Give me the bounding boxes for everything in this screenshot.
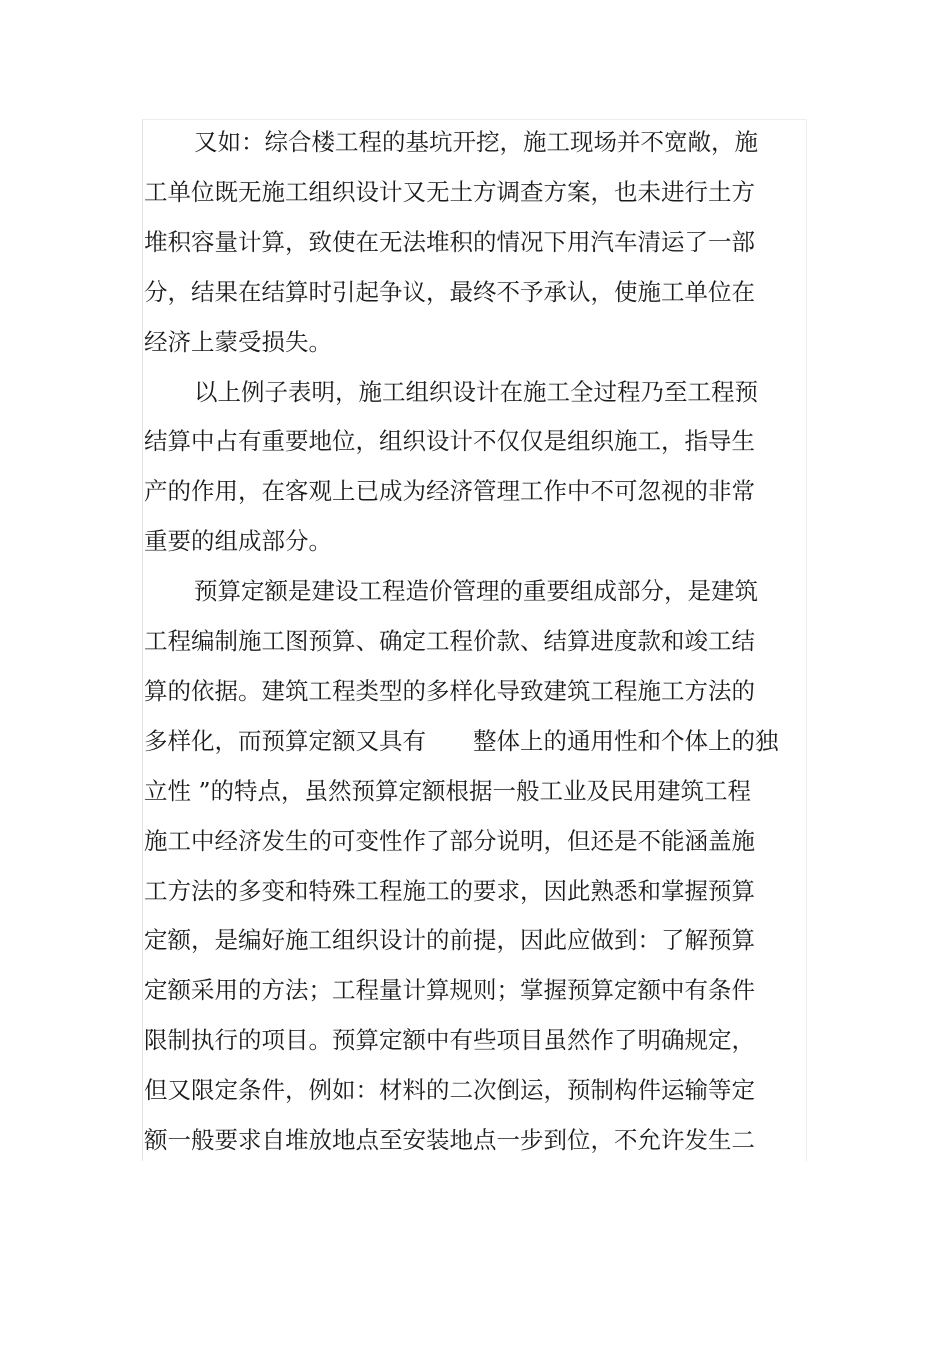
text-line: 额一般要求自堆放地点至安装地点一步到位，不允许发生二	[144, 1126, 755, 1154]
text-line: 定额采用的方法；工程量计算规则；掌握预算定额中有条件	[144, 976, 755, 1005]
text-line: 算的依据。建筑工程类型的多样化导致建筑工程施工方法的	[144, 676, 755, 705]
text-line: 重要的组成部分。	[144, 527, 332, 556]
text-line: 产的作用，在客观上已成为经济管理工作中不可忽视的非常	[144, 477, 755, 506]
text-line: 施工中经济发生的可变性作了部分说明，但还是不能涵盖施	[144, 826, 755, 855]
text-line: 又如：综合楼工程的基坑开挖，施工现场并不宽敞，施	[194, 128, 758, 156]
text-line: 限制执行的项目。预算定额中有些项目虽然作了明确规定，	[144, 1026, 755, 1055]
text-line: 预算定额是建设工程造价管理的重要组成部分，是建筑	[194, 577, 758, 606]
text-line: 以上例子表明，施工组织设计在施工全过程乃至工程预	[194, 377, 758, 406]
text-line: 工程编制施工图预算、确定工程价款、结算进度款和竣工结	[144, 627, 755, 655]
text-line: 立性 ”的特点，虽然预算定额根据一般工业及民用建筑工程	[144, 776, 751, 805]
text-line: 堆积容量计算，致使在无法堆积的情况下用汽车清运了一部	[144, 227, 755, 256]
text-line: 经济上蒙受损失。	[144, 327, 332, 356]
text-line: 分，结果在结算时引起争议，最终不予承认，使施工单位在	[144, 277, 755, 306]
text-line: 工方法的多变和特殊工程施工的要求，因此熟悉和掌握预算	[144, 876, 755, 905]
text-line: 结算中占有重要地位，组织设计不仅仅是组织施工，指导生	[144, 427, 755, 456]
text-line: 定额，是编好施工组织设计的前提，因此应做到：了解预算	[144, 926, 755, 955]
text-line: 多样化，而预算定额又具有 整体上的通用性和个体上的独	[144, 726, 779, 755]
text-line: 但又限定条件，例如：材料的二次倒运，预制构件运输等定	[144, 1076, 755, 1105]
text-line: 工单位既无施工组织设计又无土方调查方案，也未进行土方	[144, 177, 755, 206]
